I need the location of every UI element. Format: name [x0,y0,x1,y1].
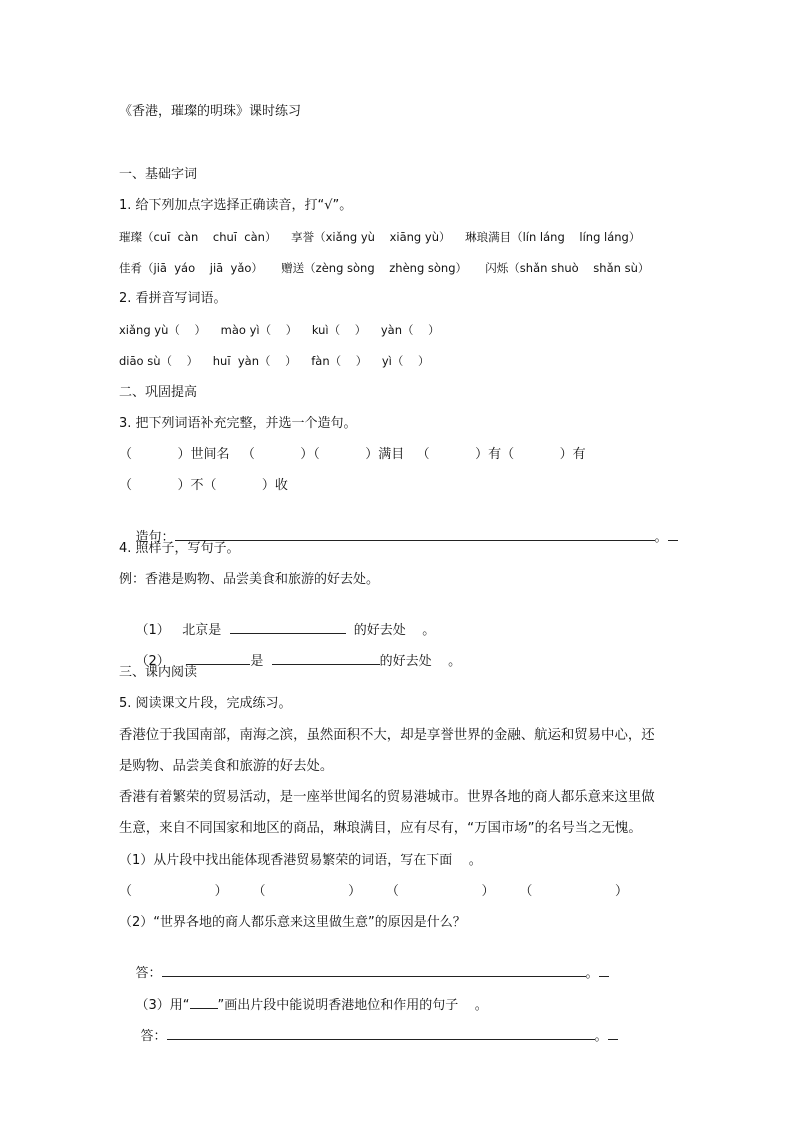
sentence-blank[interactable] [175,527,655,541]
item-2-suffix: 的好去处 。 [379,654,462,669]
sentence-label: 造句： [135,530,175,545]
answer-blank[interactable] [162,963,586,977]
question-5-sub-3-answer [124,1008,618,1064]
section-consolidation: 二、巩固提高 [119,385,198,400]
question-5-sub-2: （2）“世界各地的商人都乐意来这里做生意”的原因是什么？ [119,915,466,930]
item-2-number: （2） [135,654,170,669]
question-5-sub-1-blanks: （ ） （ ） （ ） （ ） [119,884,628,899]
item-1-number: （1） [135,623,170,638]
item-1-blank[interactable] [230,620,346,634]
question-1-row-2: 佳肴（jiā yáo jiā yǎo） 赠送（zèng sòng zhèng sòng） 闪烁（shǎn shuò shǎn sù） [119,261,650,275]
item-2-middle: 是 [250,654,264,669]
sentence-end: 。 [654,530,668,545]
answer-label: 答： [135,966,162,981]
question-4-example: 例：香港是购物、品尝美食和旅游的好去处。 [119,572,380,587]
question-1-row-1: 璀璨（cuī càn chuī càn） 享誉（xiǎng yù xiāng yù） 琳琅满目（lín láng líng láng） [119,230,641,244]
passage-paragraph-1-line-1: 香港位于我国南部，南海之滨，虽然面积不大，却是享誉世界的金融、航运和贸易中心，还 [119,728,655,743]
question-3-row-2: （ ）不（ ）收 [119,478,288,493]
sub-3-prefix: （3）用“ [135,998,190,1013]
answer-blank[interactable] [167,1026,595,1040]
passage-paragraph-2-line-2: 生意，来自不同国家和地区的商品，琳琅满目，应有尽有，“万国市场”的名号当之无愧。 [119,821,642,836]
answer-end: 。 [594,1029,608,1044]
question-1-prompt: 1. 给下列加点字选择正确读音，打“√”。 [119,198,353,213]
answer-label: 答： [140,1029,167,1044]
answer-end: 。 [585,966,599,981]
question-3-prompt: 3. 把下列词语补充完整，并选一个造句。 [119,416,357,431]
item-2-blank-b[interactable] [272,651,380,665]
question-2-row-1: xiǎng yù（ ） mào yì（ ） kuì（ ） yàn（ ） [119,323,440,337]
answer-blank-tail [599,963,609,977]
answer-blank-tail [608,1026,618,1040]
passage-paragraph-1-line-2: 是购物、品尝美食和旅游的好去处。 [119,759,334,774]
passage-paragraph-2-line-1: 香港有着繁荣的贸易活动，是一座举世闻名的贸易港城市。世界各地的商人都乐意来这里做 [119,790,655,805]
question-2-row-2: diāo sù（ ） huī yàn（ ） fàn（ ） yì（ ） [119,354,430,368]
sub-3-suffix: ”画出片段中能说明香港地位和作用的句子 。 [217,998,488,1013]
underline-sample [190,995,218,1009]
section-reading: 三、课内阅读 [119,665,198,680]
item-2-blank-a[interactable] [186,651,250,665]
sentence-blank-tail [668,527,678,541]
question-3-row-1: （ ）世间名 （ ）（ ）满目 （ ）有（ ）有 [119,447,586,462]
question-5-sub-1: （1）从片段中找出能体现香港贸易繁荣的词语，写在下面 。 [119,853,482,868]
item-1-prefix: 北京是 [182,623,222,638]
page-title: 《香港，璀璨的明珠》课时练习 [119,104,302,119]
section-basic-words: 一、基础字词 [119,167,198,182]
question-2-prompt: 2. 看拼音写词语。 [119,291,227,306]
item-1-suffix: 的好去处 。 [353,623,436,638]
question-5-prompt: 5. 阅读课文片段，完成练习。 [119,696,292,711]
question-4-prompt: 4. 照样子，写句子。 [119,541,240,556]
